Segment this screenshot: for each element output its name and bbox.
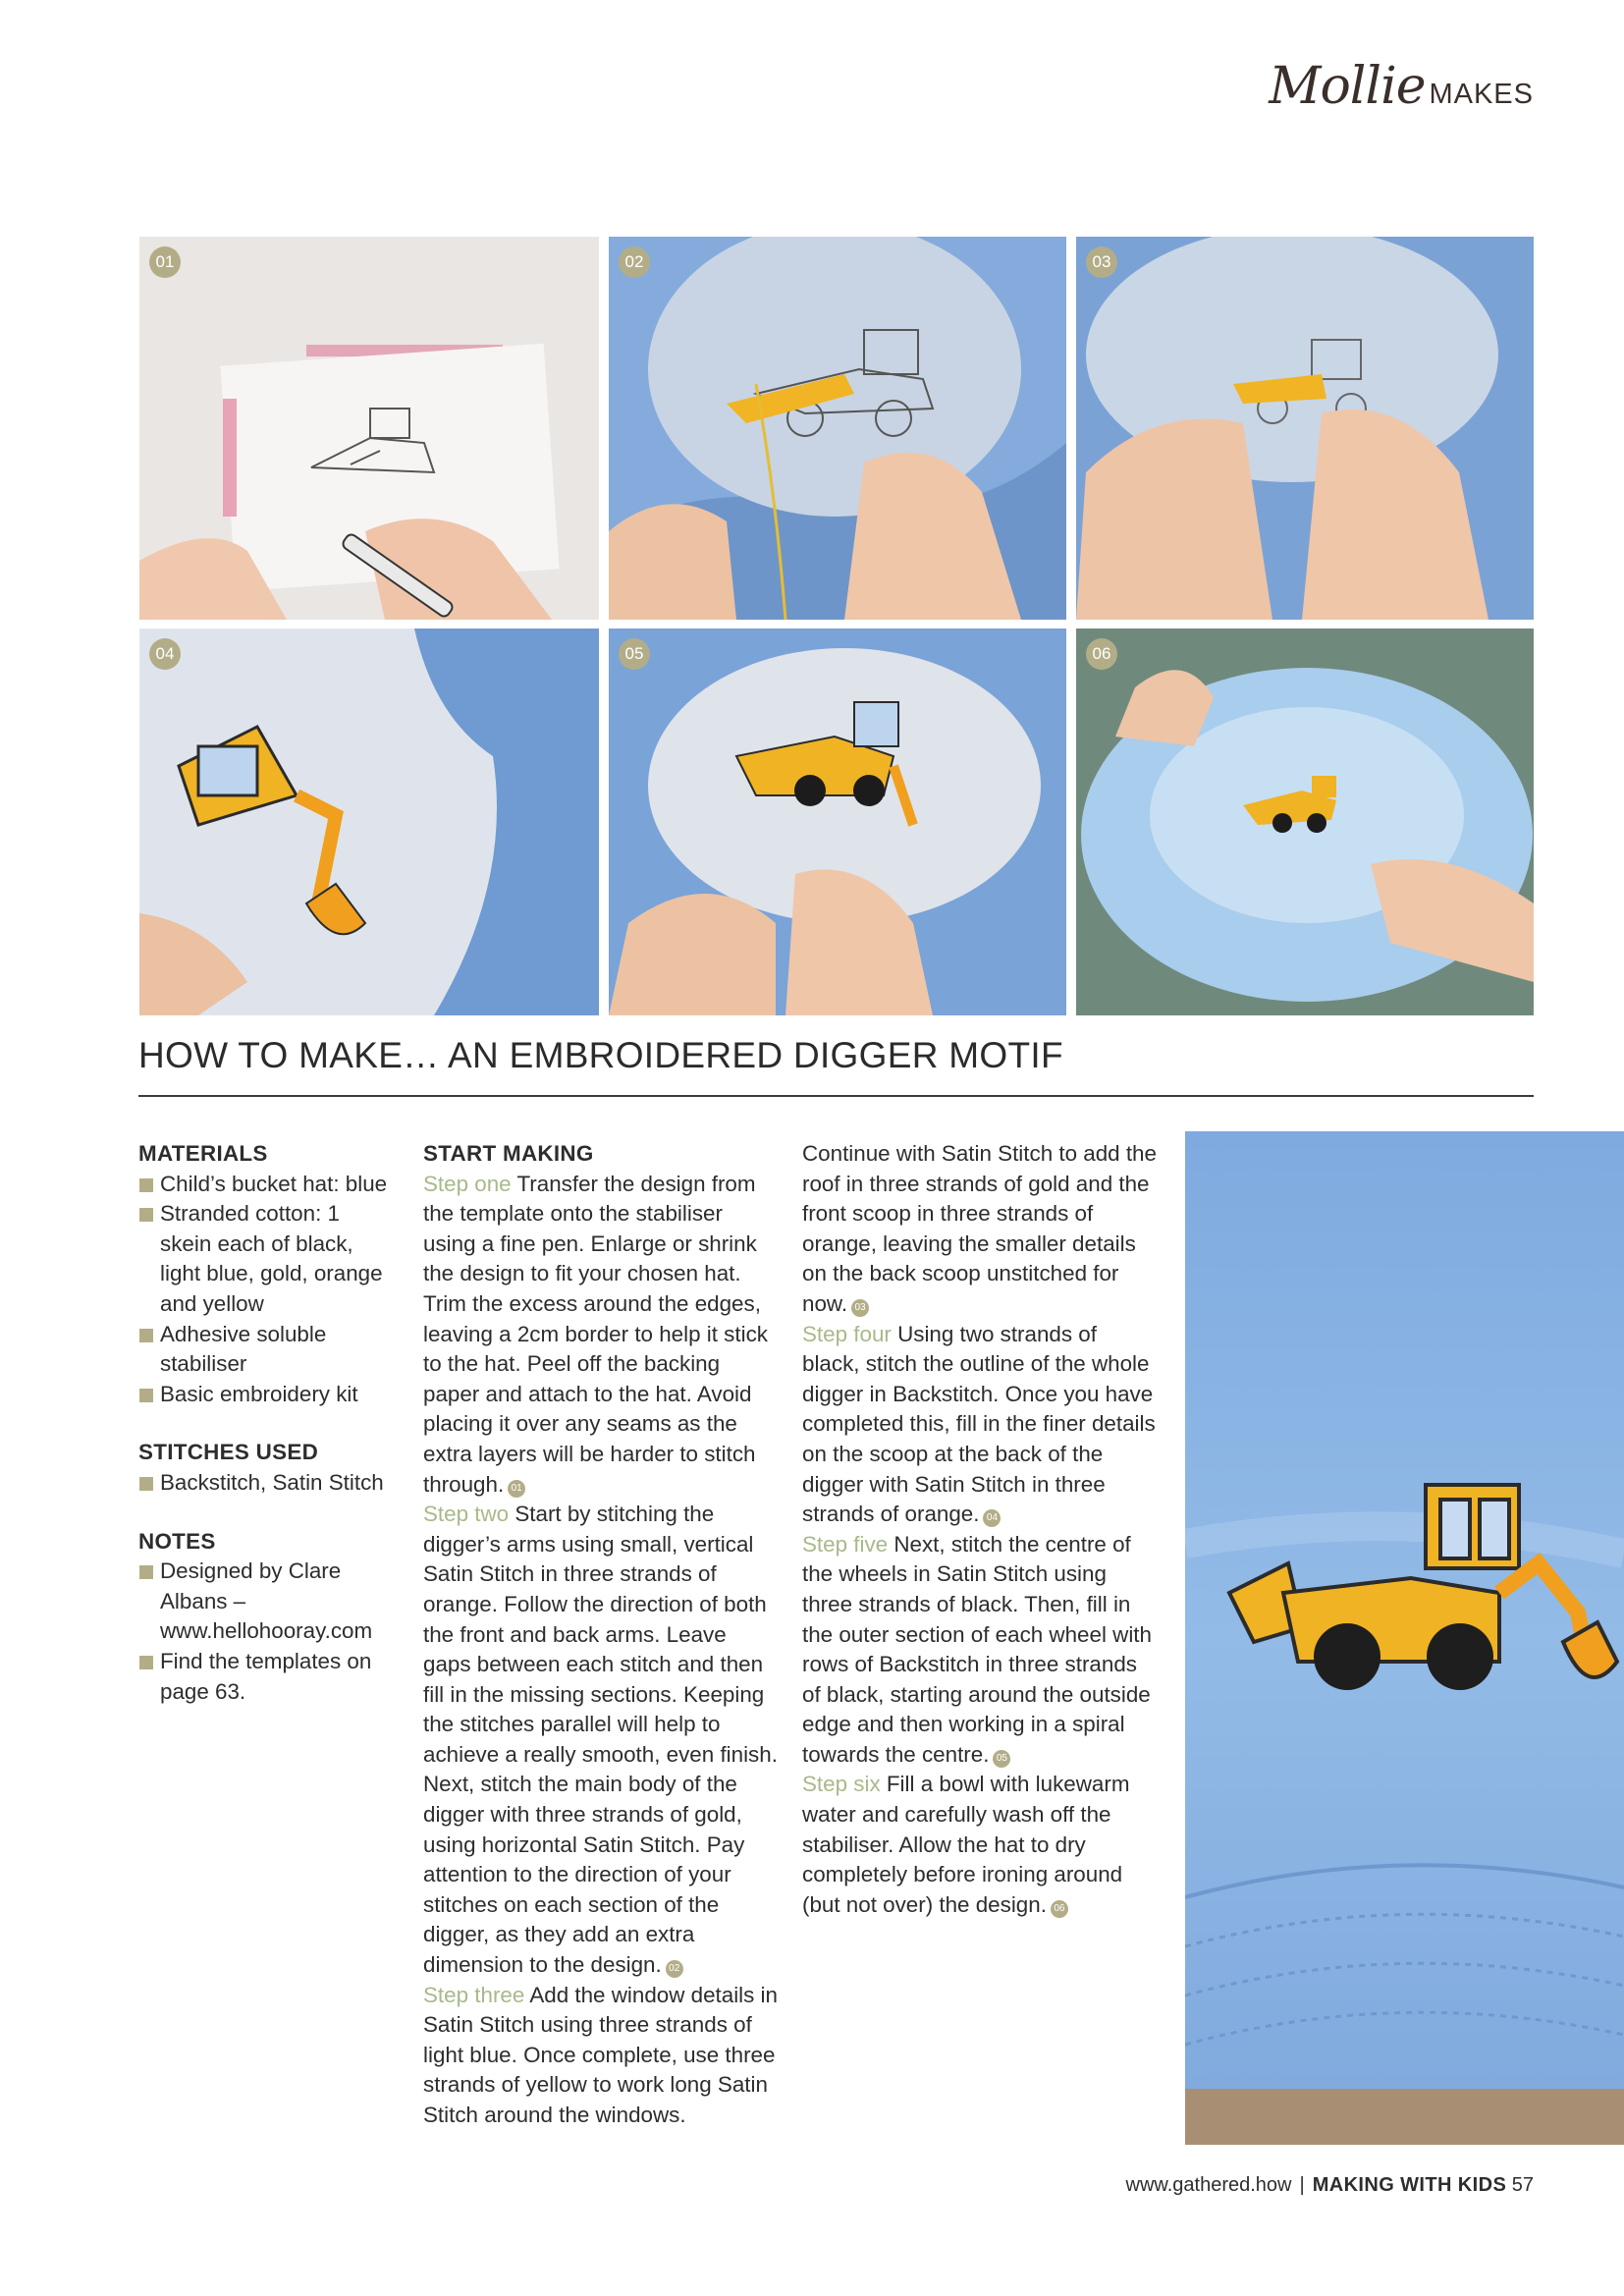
step-text: Fill a bowl with lukewarm water and carefully wash off the stabiliser. Allow the hat to dry completely before ironing around (but not over) the design. bbox=[802, 1772, 1130, 1917]
step-label: Step five bbox=[802, 1531, 889, 1557]
step-paragraph bbox=[423, 1981, 779, 2131]
photo-06-illustration bbox=[1076, 629, 1534, 1015]
step-photo-02 bbox=[609, 237, 1066, 620]
notes-title: NOTES bbox=[138, 1528, 216, 1554]
stitches-list bbox=[138, 1468, 396, 1499]
step-paragraph bbox=[802, 1530, 1158, 1771]
photo-01-illustration bbox=[139, 237, 599, 620]
logo-script: Mollie bbox=[1269, 57, 1426, 116]
step-text: Add the window details in Satin Stitch using three strands of light blue. Once complete, use three strands of yellow to work long Satin Stitch around the windows. bbox=[423, 1982, 778, 2127]
instructions-column-2 bbox=[802, 1139, 1158, 1920]
logo-word: MAKES bbox=[1429, 79, 1534, 110]
photo-04-illustration bbox=[139, 629, 599, 1015]
material-item: Adhesive soluble stabiliser bbox=[138, 1320, 396, 1380]
step-text: Using two strands of black, stitch the outline of the whole digger in Backstitch. Once you have completed this, fill in the finer details on the scoop at the back of the digger with Satin Stitch in three strands of orange. bbox=[802, 1321, 1156, 1527]
step-photo-04 bbox=[139, 629, 599, 1015]
step-paragraph bbox=[802, 1320, 1158, 1530]
step-text: Next, stitch the centre of the wheels in Satin Stitch using three strands of black. Then, fill in the outer section of each wheel with rows of Backstitch in three strands of black, starting around the outside edge and then working in a spiral towards the centre. bbox=[802, 1531, 1152, 1767]
article-heading: HOW TO MAKE… AN EMBROIDERED DIGGER MOTIF bbox=[138, 1035, 1063, 1075]
step-label: Step one bbox=[423, 1171, 512, 1196]
step-ref-badge: 02 bbox=[666, 1960, 683, 1978]
step-paragraph bbox=[802, 1770, 1158, 1920]
heading-rule bbox=[138, 1095, 1534, 1097]
notes-list bbox=[138, 1557, 396, 1707]
page-number: 57 bbox=[1511, 2174, 1534, 2196]
photo-badge: 01 bbox=[149, 246, 181, 278]
step-label: Step four bbox=[802, 1321, 892, 1346]
step-photo-05 bbox=[609, 629, 1066, 1015]
step-ref-badge: 05 bbox=[993, 1750, 1010, 1768]
step-photo-06 bbox=[1076, 629, 1534, 1015]
step-photo-03 bbox=[1076, 237, 1534, 620]
footer-section: MAKING WITH KIDS bbox=[1312, 2174, 1507, 2196]
note-item: Designed by Clare Albans – www.hellohooray.com bbox=[138, 1557, 396, 1647]
photo-badge: 02 bbox=[619, 246, 650, 278]
step-paragraph bbox=[423, 1170, 779, 1501]
photo-badge: 04 bbox=[149, 638, 181, 670]
photo-03-illustration bbox=[1076, 237, 1534, 620]
note-item: Find the templates on page 63. bbox=[138, 1647, 396, 1707]
step-ref-badge: 04 bbox=[983, 1509, 1001, 1527]
photo-badge: 05 bbox=[619, 638, 650, 670]
stitch-item: Backstitch, Satin Stitch bbox=[138, 1468, 396, 1499]
step-text: Continue with Satin Stitch to add the roof in three strands of gold and the front scoop in three strands of orange, leaving the smaller details on the back scoop unstitched for now. bbox=[802, 1141, 1157, 1316]
step-label: Step two bbox=[423, 1502, 510, 1527]
photo-05-illustration bbox=[609, 629, 1066, 1015]
stitches-title: STITCHES USED bbox=[138, 1440, 319, 1465]
photo-badge: 03 bbox=[1086, 246, 1117, 278]
step-photo-01 bbox=[139, 237, 599, 620]
finished-hat-photo bbox=[1185, 1131, 1624, 2145]
materials-title: MATERIALS bbox=[138, 1141, 268, 1166]
start-making-title: START MAKING bbox=[423, 1141, 594, 1166]
material-item: Child’s bucket hat: blue bbox=[138, 1170, 396, 1200]
material-item: Basic embroidery kit bbox=[138, 1380, 396, 1410]
step-ref-badge: 01 bbox=[508, 1480, 525, 1498]
finished-hat-illustration bbox=[1185, 1131, 1624, 2145]
footer-url: www.gathered.how bbox=[1125, 2174, 1292, 2196]
step-label: Step three bbox=[423, 1982, 525, 2007]
step-text: Transfer the design from the template onto the stabiliser using a fine pen. Enlarge or shrink the design to fit your chosen hat. Trim the excess around the edges, leaving a 2cm border to help it stick to the hat. Peel off the backing paper and attach to the hat. Avoid placing it over any seams as the extra layers will be harder to stitch through. bbox=[423, 1171, 768, 1497]
step-paragraph bbox=[423, 1500, 779, 1981]
info-column bbox=[138, 1139, 396, 1735]
step-text: Start by stitching the digger’s arms using small, vertical Satin Stitch in three strands of orange. Follow the direction of both the front and back arms. Leave gaps between each stitch and then fill in the missing sections. Keeping the stitches parallel will help to achieve a really smooth, even finish. Next, stitch the main body of the digger with three strands of gold, using horizontal Satin Stitch. Pay attention to the direction of your stitches on each section of the digger, as they add an extra dimension to the design. bbox=[423, 1502, 778, 1978]
materials-list bbox=[138, 1170, 396, 1410]
photo-02-illustration bbox=[609, 237, 1066, 620]
instructions-column-1 bbox=[423, 1139, 779, 2131]
material-item: Stranded cotton: 1 skein each of black, light blue, gold, orange and yellow bbox=[138, 1199, 396, 1319]
photo-badge: 06 bbox=[1086, 638, 1117, 670]
step-ref-badge: 03 bbox=[851, 1299, 869, 1317]
page-footer bbox=[1126, 2174, 1535, 2197]
step-paragraph bbox=[802, 1139, 1158, 1320]
step-ref-badge: 06 bbox=[1051, 1900, 1068, 1918]
footer-separator: | bbox=[1299, 2174, 1305, 2196]
step-label: Step six bbox=[802, 1772, 881, 1797]
magazine-logo bbox=[1269, 57, 1534, 116]
